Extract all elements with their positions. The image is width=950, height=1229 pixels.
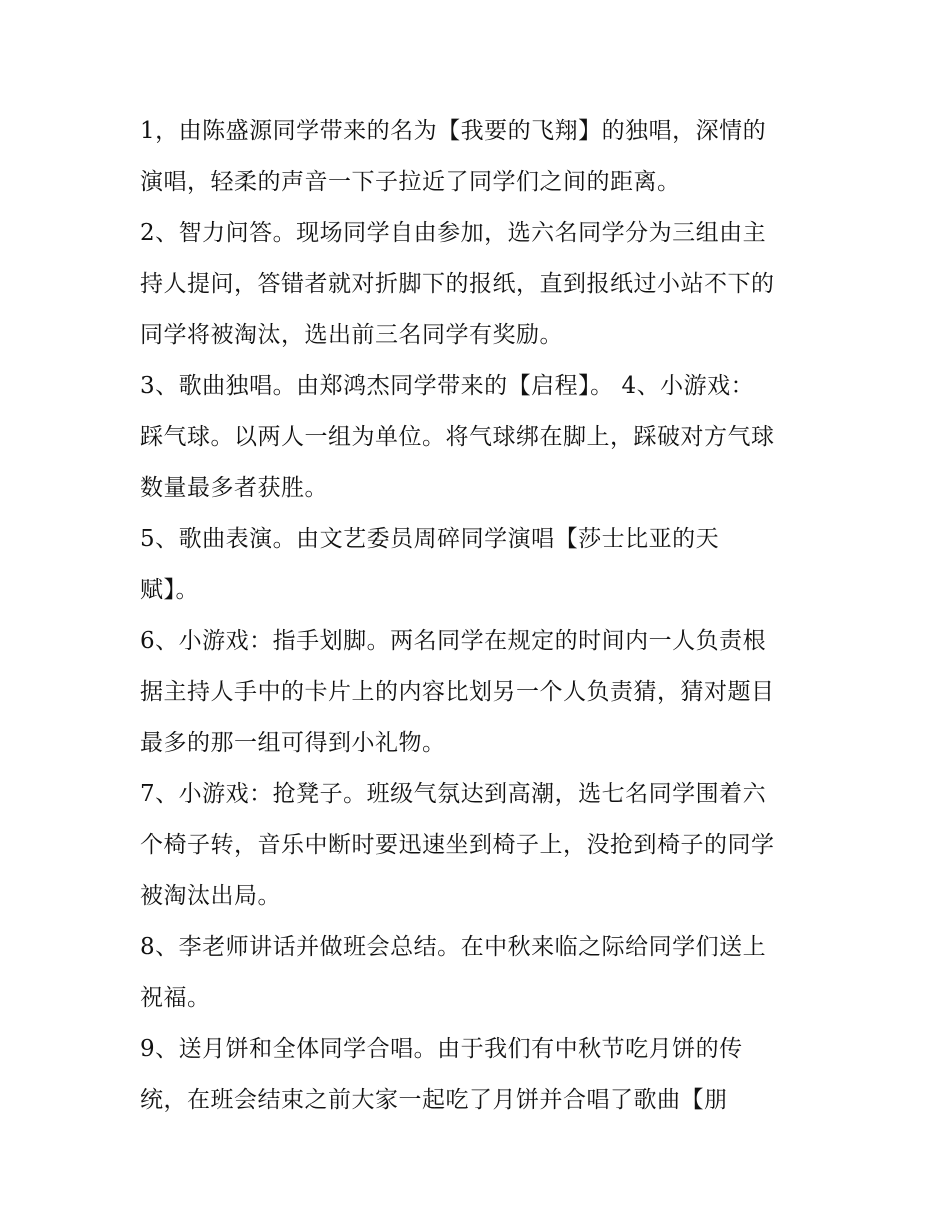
text-line: 数量最多者获胜。: [140, 475, 328, 501]
text-line: 踩气球。以两人一组为单位。将气球绑在脚上，踩破对方气球: [140, 424, 775, 450]
text-line: 被淘汰出局。: [140, 883, 281, 909]
text-line: 3、歌曲独唱。由郑鸿杰同学带来的【启程】。 4、小游戏：: [140, 373, 755, 399]
paragraph-6: [140, 616, 830, 769]
paragraph-1: [140, 106, 830, 208]
paragraph-7: [140, 769, 830, 922]
paragraph-9: [140, 1024, 830, 1126]
text-line: 统，在班会结束之前大家一起吃了月饼并合唱了歌曲【朋: [140, 1087, 728, 1113]
paragraph-3: [140, 361, 830, 514]
text-line: 2、智力问答。现场同学自由参加，选六名同学分为三组由主: [140, 220, 767, 246]
text-line: 5、歌曲表演。由文艺委员周碎同学演唱【莎士比亚的天: [140, 526, 720, 552]
text-line: 赋】。: [140, 577, 199, 603]
text-line: 6、小游戏：指手划脚。两名同学在规定的时间内一人负责根: [140, 628, 767, 654]
text-line: 7、小游戏：抢凳子。班级气氛达到高潮，选七名同学围着六: [140, 781, 767, 807]
text-line: 1，由陈盛源同学带来的名为【我要的飞翔】的独唱，深情的: [140, 118, 767, 144]
paragraph-2: [140, 208, 830, 361]
text-line: 最多的那一组可得到小礼物。: [140, 730, 446, 756]
text-line: 演唱，轻柔的声音一下子拉近了同学们之间的距离。: [140, 169, 681, 195]
text-line: 持人提问，答错者就对折脚下的报纸，直到报纸过小站不下的: [140, 271, 775, 297]
text-line: 8、李老师讲话并做班会总结。在中秋来临之际给同学们送上: [140, 934, 767, 960]
paragraph-8: [140, 922, 830, 1024]
text-line: 祝福。: [140, 985, 211, 1011]
text-line: 据主持人手中的卡片上的内容比划另一个人负责猜，猜对题目: [140, 679, 775, 705]
text-line: 9、送月饼和全体同学合唱。由于我们有中秋节吃月饼的传: [140, 1036, 743, 1062]
paragraph-5: [140, 514, 830, 616]
document-body: [140, 106, 830, 1126]
text-line: 个椅子转，音乐中断时要迅速坐到椅子上，没抢到椅子的同学: [140, 832, 775, 858]
text-line: 同学将被淘汰，选出前三名同学有奖励。: [140, 322, 563, 348]
